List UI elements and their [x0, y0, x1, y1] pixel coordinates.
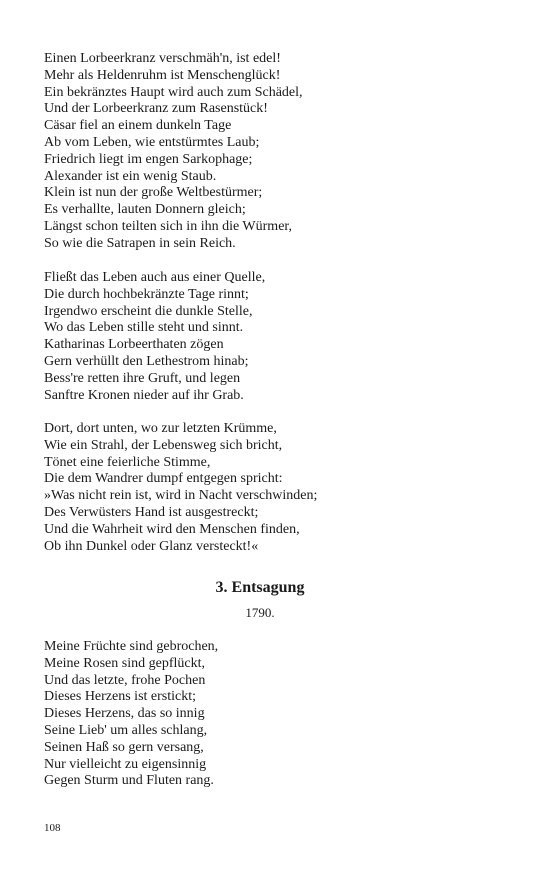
verse-line: Die durch hochbekränzte Tage rinnt;: [44, 286, 249, 302]
verse-line: Ob ihn Dunkel oder Glanz versteckt!«: [44, 538, 259, 554]
verse-line: Gern verhüllt den Lethestrom hinab;: [44, 353, 249, 369]
section-year: 1790.: [245, 605, 275, 620]
verse-line: So wie die Satrapen in sein Reich.: [44, 235, 236, 251]
verse-line: Nur vielleicht zu eigensinnig: [44, 756, 207, 772]
verse-line: Wie ein Strahl, der Lebensweg sich bricht,: [44, 437, 283, 453]
verse-line: Dieses Herzens, das so innig: [44, 706, 205, 722]
verse-line: Die dem Wandrer dumpf entgegen spricht:: [44, 471, 283, 487]
verse-line: Cäsar fiel an einem dunkeln Tage: [44, 118, 232, 134]
verse-line: Alexander ist ein wenig Staub.: [44, 168, 217, 184]
stanza-1: [44, 51, 514, 253]
stanza-3: [44, 421, 514, 555]
verse-line: »Was nicht rein ist, wird in Nacht verschwinden;: [44, 488, 318, 504]
verse-line: Mehr als Heldenruhm ist Menschenglück!: [44, 67, 281, 83]
verse-line: Meine Rosen sind gepflückt,: [44, 655, 205, 671]
verse-line: Meine Früchte sind gebrochen,: [44, 639, 219, 654]
verse-line: Fließt das Leben auch aus einer Quelle,: [44, 270, 266, 285]
verse-line: Und die Wahrheit wird den Menschen finden,: [44, 521, 300, 537]
verse-line: Wo das Leben stille steht und sinnt.: [44, 320, 244, 336]
verse-line: Und das letzte, frohe Pochen: [44, 672, 206, 688]
verse-line: Bess're retten ihre Gruft, und legen: [44, 370, 241, 386]
page-number: 108: [44, 822, 61, 834]
verse-line: Einen Lorbeerkranz verschmäh'n, ist edel!: [44, 51, 281, 66]
verse-line: Friedrich liegt im engen Sarkophage;: [44, 151, 253, 167]
verse-line: Es verhallte, lauten Donnern gleich;: [44, 202, 246, 218]
verse-line: Dieses Herzens ist erstickt;: [44, 689, 197, 705]
verse-line: Tönet eine feierliche Stimme,: [44, 454, 211, 470]
verse-line: Längst schon teilten sich in ihn die Würmer,: [44, 218, 293, 234]
verse-line: Ein bekränztes Haupt wird auch zum Schädel,: [44, 84, 303, 100]
stanza-2: [44, 270, 514, 404]
verse-line: Sanftre Kronen nieder auf ihr Grab.: [44, 387, 244, 403]
verse-line: Klein ist nun der große Weltbestürmer;: [44, 185, 263, 201]
verse-line: Katharinas Lorbeerthaten zögen: [44, 337, 224, 353]
verse-line: Ab vom Leben, wie entstürmtes Laub;: [44, 134, 260, 150]
stanza-4: [44, 639, 514, 790]
verse-line: Seine Lieb' um alles schlang,: [44, 722, 208, 738]
verse-line: Irgendwo erscheint die dunkle Stelle,: [44, 303, 253, 319]
section-heading: 3. Entsagung: [215, 579, 305, 596]
verse-line: Gegen Sturm und Fluten rang.: [44, 773, 214, 789]
verse-line: Des Verwüsters Hand ist ausgestreckt;: [44, 504, 259, 520]
verse-line: Und der Lorbeerkranz zum Rasenstück!: [44, 101, 268, 117]
verse-line: Dort, dort unten, wo zur letzten Krümme,: [44, 421, 277, 436]
verse-line: Seinen Haß so gern versang,: [44, 739, 204, 755]
